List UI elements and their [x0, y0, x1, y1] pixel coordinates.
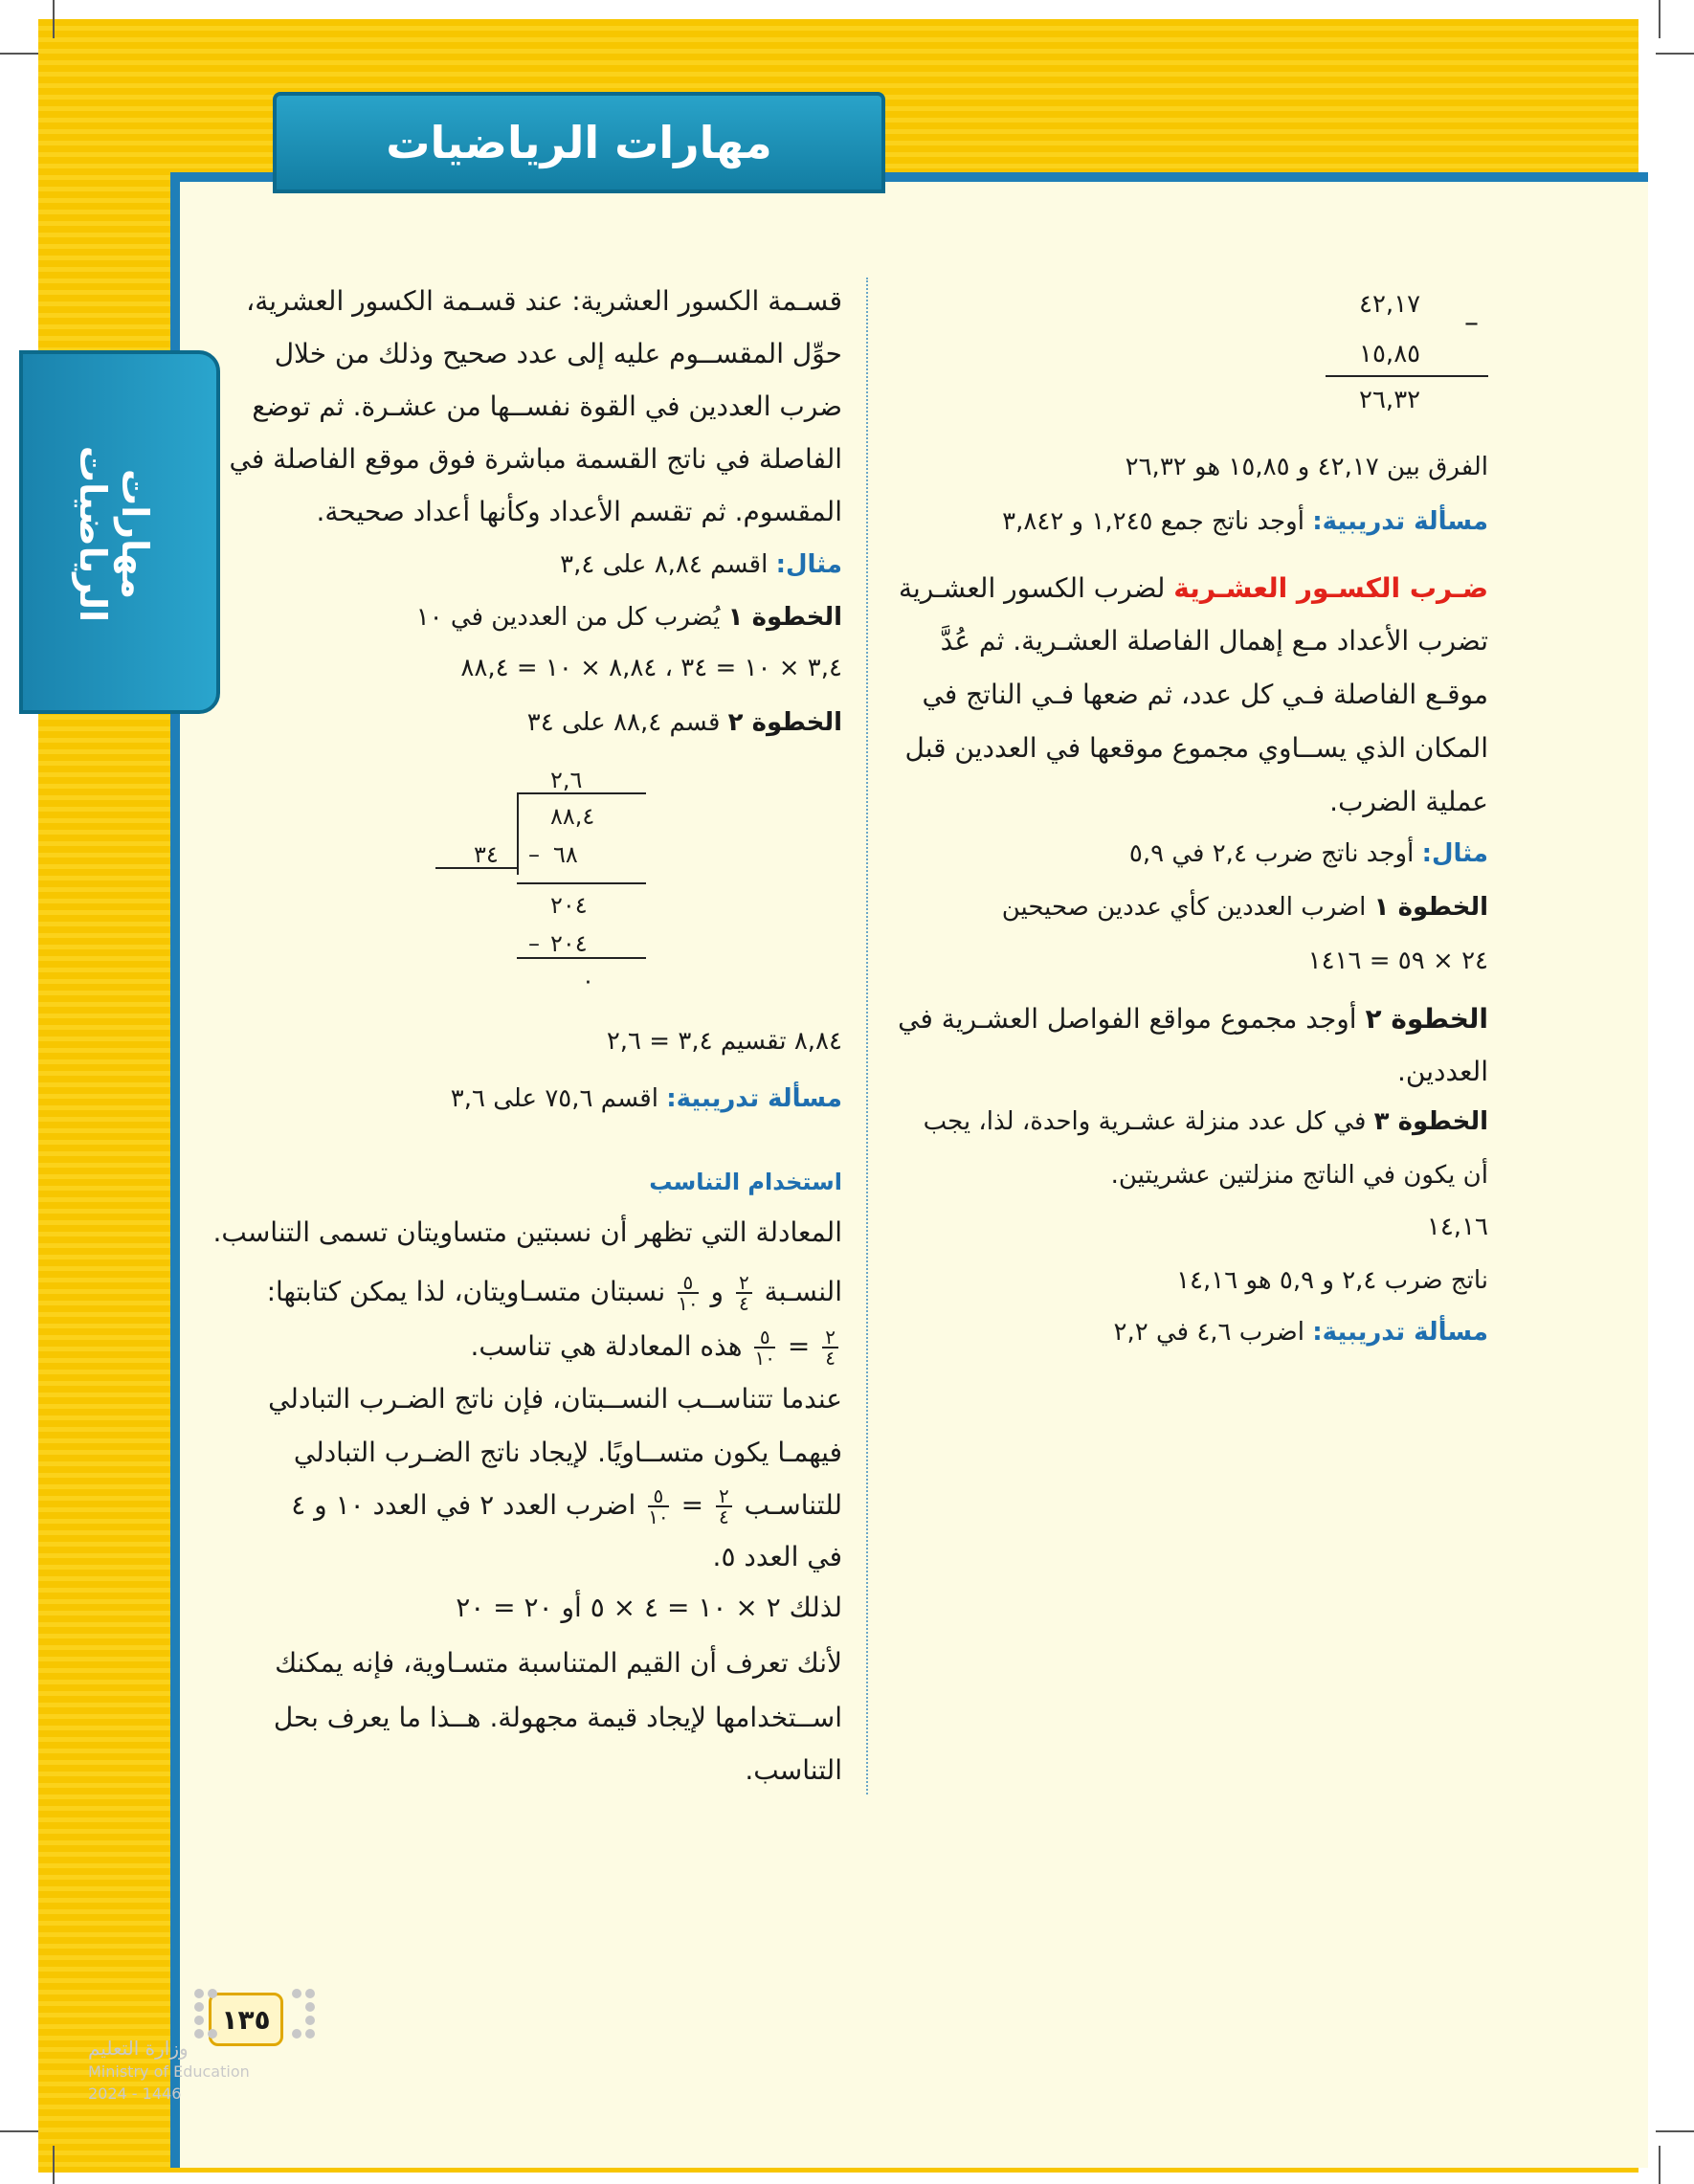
ministry-logo-dots: [191, 1986, 316, 2043]
paragraph-line: حوِّل المقســوم عليه إلى عدد صحيح وذلك من خلال: [274, 338, 842, 369]
fraction-5-10: $\frac{٥}{١٠}$: [678, 1271, 699, 1315]
subtraction-bottom: ١٥,٨٥: [1359, 340, 1421, 368]
practice-1: [1002, 502, 1488, 541]
paragraph-line: قسـمة الكسور العشرية: عند قسـمة الكسور العشرية،: [246, 285, 842, 317]
division-bar: [517, 792, 646, 794]
paragraph-line: عندما تتناســب النســبتان، فإن ناتج الضـرب التبادلي: [268, 1383, 842, 1415]
division-bracket: [517, 792, 519, 875]
result-value: ١٤,١٦: [1426, 1213, 1488, 1241]
minus-sign: –: [1464, 306, 1479, 340]
subtract-step: ٢٠٤: [550, 930, 588, 957]
practice-text: أوجد ناتج جمع ١,٢٤٥ و ٣,٨٤٢: [1002, 507, 1304, 536]
paragraph-line: عملية الضرب.: [1329, 786, 1488, 817]
paragraph-line: موقـع الفاصلة فـي كل عدد، ثم ضعها فـي الناتج في: [922, 679, 1488, 710]
practice-3: مسألة تدريبية: اقسم ٧٥,٦ على ٣,٦: [450, 1084, 842, 1113]
paragraph-line: الفاصلة في ناتج القسمة مباشرة فوق موقع الفاصلة في: [229, 443, 842, 475]
step-line: الخطوة ٢ قسم ٨٨,٤ على ٣٤: [526, 708, 842, 737]
proportion-equation: $\frac{٢}{٤}$ = $\frac{٥}{١٠}$ هذه المعادلة هي تناسب.: [470, 1323, 842, 1371]
subtraction-rule: [517, 882, 646, 884]
step-line: الخطوة ١ اضرب العددين كأي عددين صحيحين: [1001, 893, 1488, 922]
practice-2: مسألة تدريبية: اضرب ٤,٦ في ٢,٢: [1113, 1318, 1488, 1347]
remainder: ٢٠٤: [550, 892, 588, 919]
section-title-multiply: ضـرب الكسـور العشـرية: [1173, 572, 1488, 604]
paragraph-line: المكان الذي يســاوي مجموع موقعها في العددين قبل: [904, 732, 1488, 764]
example-label: مثال:: [1421, 839, 1488, 868]
paragraph-line: المقسوم. ثم تقسم الأعداد وكأنها أعداد صحيحة.: [316, 496, 842, 527]
watermark-arabic: وزارة التعليم: [88, 2037, 189, 2060]
crop-mark: [1659, 2146, 1661, 2184]
subtraction-top: ٤٢,١٧: [1359, 290, 1421, 319]
subtract-step: ٦٨: [553, 841, 578, 868]
multiply-intro: ضـرب الكسـور العشـرية لضرب الكسور العشـرية: [898, 572, 1488, 604]
remainder: ٠: [582, 968, 594, 994]
equation-line: ٣,٤ × ١٠ = ٣٤ ، ٨,٨٤ × ١٠ = ٨٨,٤: [460, 654, 842, 682]
paragraph-line: ناتج ضرب ٢,٤ و ٥,٩ هو ١٤,١٦: [1176, 1266, 1488, 1295]
section-title-proportion: استخدام التناسب: [649, 1169, 842, 1195]
step-line: الخطوة ١ يُضرب كل من العددين في ١٠: [415, 603, 842, 632]
paragraph-line: العددين.: [1397, 1056, 1488, 1087]
subtraction-rule: [517, 957, 646, 959]
equation-line: لذلك ٢ × ١٠ = ٤ × ٥ أو ٢٠ = ٢٠: [456, 1592, 842, 1623]
crop-mark: [1659, 0, 1661, 38]
cross-product-line: للتناسـب $\frac{٢}{٤}$ = $\frac{٥}{١٠}$ اضرب العدد ٢ في العدد ١٠ و ٤: [291, 1484, 842, 1528]
divisor: ٣٤: [474, 841, 499, 868]
example-line: مثال: أوجد ناتج ضرب ٢,٤ في ٥,٩: [1128, 839, 1488, 868]
crop-mark: [53, 2146, 55, 2184]
paragraph-line: لأنك تعرف أن القيم المتناسبة متسـاوية، فإنه يمكنك: [275, 1647, 842, 1679]
minus-sign: –: [528, 930, 540, 957]
side-tab-label: مهارات الرياضيات: [72, 445, 156, 623]
paragraph-line: ضرب العددين في القوة نفســها من عشـرة. ثم توضع: [252, 390, 842, 422]
subtraction-result: ٢٦,٣٢: [1359, 386, 1421, 414]
crop-mark: [1656, 2130, 1694, 2132]
column-divider: [866, 278, 868, 1794]
crop-mark: [1656, 53, 1694, 55]
paragraph-line: تضرب الأعداد مـع إهمال الفاصلة العشـرية. ثم عُدَّ: [940, 625, 1488, 657]
crop-mark: [0, 53, 38, 55]
divisor-rule: [435, 867, 517, 869]
equation-line: ٢٤ × ٥٩ = ١٤١٦: [1307, 947, 1488, 975]
minus-sign: –: [528, 841, 540, 868]
page-number: ١٣٥: [209, 1993, 283, 2046]
crop-mark: [53, 0, 55, 38]
paragraph-line: المعادلة التي تظهر أن نسبتين متساويتان تسمى التناسب.: [212, 1216, 842, 1248]
paragraph-line: فيهمـا يكون متســاويًا. لإيجاد ناتج الضـرب التبادلي: [293, 1437, 842, 1468]
paragraph-line: التناسب.: [745, 1754, 842, 1786]
subtraction-rule: [1326, 375, 1488, 377]
practice-label: مسألة تدريبية:: [1312, 507, 1488, 536]
crop-mark: [0, 2130, 38, 2132]
page-title: مهارات الرياضيات: [273, 92, 885, 193]
paragraph-line: في العدد ٥.: [712, 1541, 842, 1572]
step-line: الخطوة ٢ أوجد مجموع مواقع الفواصل العشـرية في: [898, 1003, 1488, 1035]
step-line: الخطوة ٣ في كل عدد منزلة عشـرية واحدة، لذا، يجب: [923, 1107, 1488, 1136]
paragraph-line: أن يكون في الناتج منزلتين عشريتين.: [1110, 1161, 1488, 1190]
watermark-english: Ministry of Education: [88, 2062, 250, 2081]
watermark-year: 2024 - 1446: [88, 2084, 182, 2103]
quotient: ٢,٦: [550, 767, 583, 793]
difference-text: الفرق بين ٤٢,١٧ و ١٥,٨٥ هو ٢٦,٣٢: [1125, 453, 1488, 481]
dividend: ٨٨,٤: [550, 803, 595, 830]
result-line: ٨,٨٤ تقسيم ٣,٤ = ٢,٦: [606, 1027, 842, 1056]
paragraph-line: اســتخدامها لإيجاد قيمة مجهولة. هــذا ما يعرف بحل: [273, 1702, 842, 1733]
fraction-2-4: $\frac{٢}{٤}$: [736, 1273, 752, 1313]
example-line: مثال: اقسم ٨,٨٤ على ٣,٤: [560, 550, 842, 579]
ratio-line: النسـبة $\frac{٢}{٤}$ و $\frac{٥}{١٠}$ نسبتان متسـاويتان، لذا يمكن كتابتها:: [266, 1271, 842, 1315]
